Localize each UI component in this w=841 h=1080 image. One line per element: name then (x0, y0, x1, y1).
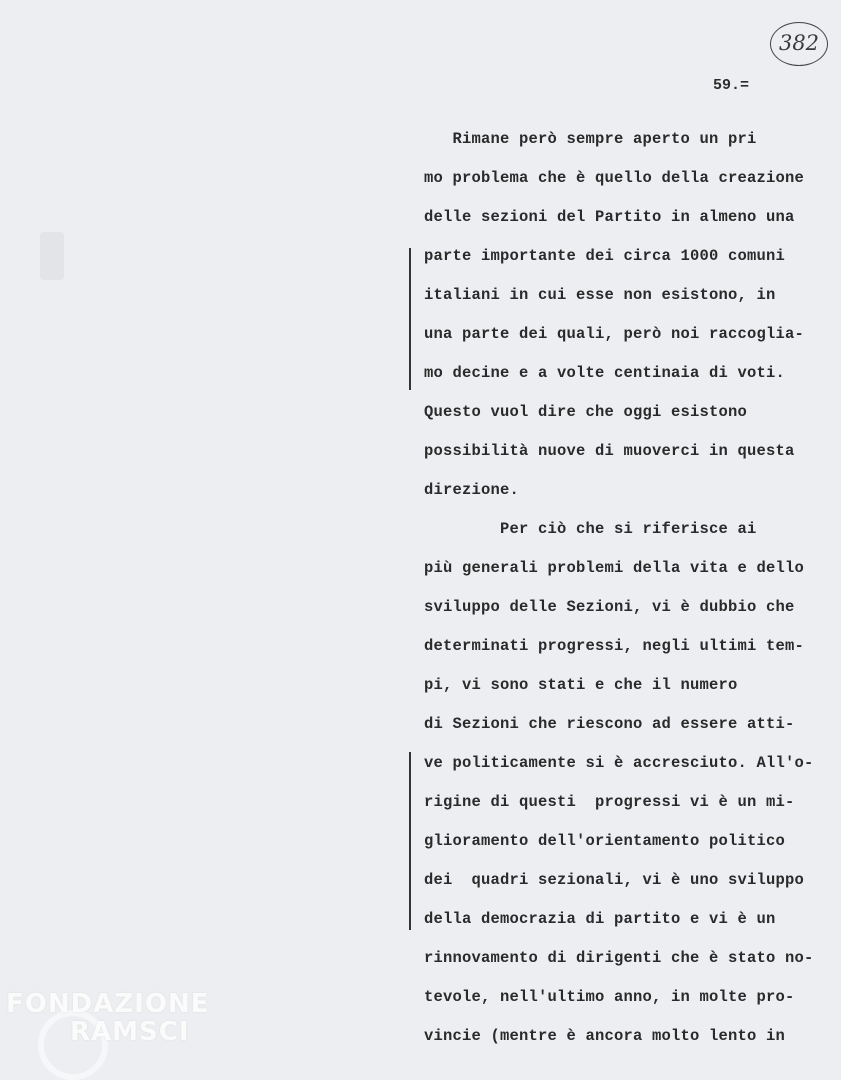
text-line: della democrazia di partito e vi è un (424, 910, 776, 928)
text-line: tevole, nell'ultimo anno, in molte pro- (424, 988, 795, 1006)
text-line: rinnovamento di dirigenti che è stato no- (424, 949, 814, 967)
text-line: mo decine e a volte centinaia di voti. (424, 364, 786, 382)
text-line: direzione. (424, 481, 520, 499)
text-line: glioramento dell'orientamento politico (424, 832, 786, 850)
text-line: vincie (mentre è ancora molto lento in (424, 1027, 786, 1045)
text-line: mo problema che è quello della creazione (424, 169, 805, 187)
text-line: italiani in cui esse non esistono, in (424, 286, 776, 304)
watermark (6, 990, 209, 1046)
text-line: Per ciò che si riferisce ai (424, 520, 757, 538)
text-line: dei quadri sezionali, vi è uno sviluppo (424, 871, 805, 889)
margin-mark-2 (409, 752, 411, 930)
text-line: sviluppo delle Sezioni, vi è dubbio che (424, 598, 795, 616)
text-line: parte importante dei circa 1000 comuni (424, 247, 786, 265)
text-line: delle sezioni del Partito in almeno una (424, 208, 795, 226)
paper-smudge (40, 232, 64, 280)
page-number: 59.= (713, 77, 750, 94)
text-line: una parte dei quali, però noi raccoglia- (424, 325, 805, 343)
text-line: possibilità nuove di muoverci in questa (424, 442, 795, 460)
archive-number: 382 (778, 31, 820, 55)
text-line: determinati progressi, negli ultimi tem- (424, 637, 805, 655)
text-line: Rimane però sempre aperto un pri (424, 130, 757, 148)
watermark-line-1: FONDAZIONE (6, 989, 210, 1019)
watermark-line-2: RAMSCI (70, 1017, 190, 1047)
text-line: pi, vi sono stati e che il numero (424, 676, 738, 694)
margin-mark-1 (409, 248, 411, 390)
text-line: ve politicamente si è accresciuto. All'o- (424, 754, 814, 772)
text-line: rigine di questi progressi vi è un mi- (424, 793, 795, 811)
text-line: più generali problemi della vita e dello (424, 559, 805, 577)
archive-stamp (770, 22, 828, 66)
text-line: di Sezioni che riescono ad essere atti- (424, 715, 795, 733)
text-line: Questo vuol dire che oggi esistono (424, 403, 748, 421)
